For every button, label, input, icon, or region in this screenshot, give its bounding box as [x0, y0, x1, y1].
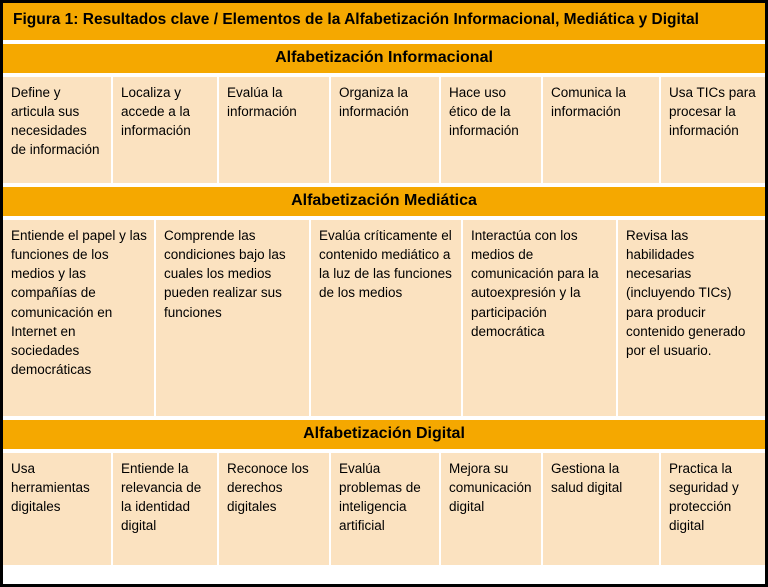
element-cell: Entiende el papel y las funciones de los medios y las compañías de comunicación en Internet en sociedades democráticas: [3, 220, 156, 416]
element-cell: Usa TICs para procesar la información: [661, 77, 765, 183]
element-cell: Evalúa críticamente el contenido mediático a la luz de las funciones de los medios: [311, 220, 463, 416]
element-cell: Localiza y accede a la información: [113, 77, 219, 183]
section-header-mediatica: Alfabetización Mediática: [3, 187, 765, 216]
element-cell: Evalúa la información: [219, 77, 331, 183]
element-cell: Gestiona la salud digital: [543, 453, 661, 565]
element-cell: Mejora su comunicación digital: [441, 453, 543, 565]
section-row-mediatica: [3, 220, 765, 416]
element-cell: Interactúa con los medios de comunicación para la autoexpresión y la participación democrática: [463, 220, 618, 416]
section-row-digital: [3, 453, 765, 565]
element-cell: Define y articula sus necesidades de información: [3, 77, 113, 183]
element-cell: Evalúa problemas de inteligencia artificial: [331, 453, 441, 565]
element-cell: Practica la seguridad y protección digital: [661, 453, 765, 565]
element-cell: Organiza la información: [331, 77, 441, 183]
element-cell: Comunica la información: [543, 77, 661, 183]
figure-title: Figura 1: Resultados clave / Elementos de la Alfabetización Informacional, Mediática y Digital: [3, 3, 765, 40]
element-cell: Revisa las habilidades necesarias (incluyendo TICs) para producir contenido generado por el usuario.: [618, 220, 765, 416]
element-cell: Hace uso ético de la información: [441, 77, 543, 183]
element-cell: Entiende la relevancia de la identidad digital: [113, 453, 219, 565]
section-header-informacional: Alfabetización Informacional: [3, 44, 765, 73]
element-cell: Comprende las condiciones bajo las cuales los medios pueden realizar sus funciones: [156, 220, 311, 416]
element-cell: Usa herramientas digitales: [3, 453, 113, 565]
element-cell: Reconoce los derechos digitales: [219, 453, 331, 565]
section-header-digital: Alfabetización Digital: [3, 420, 765, 449]
section-row-informacional: [3, 77, 765, 183]
